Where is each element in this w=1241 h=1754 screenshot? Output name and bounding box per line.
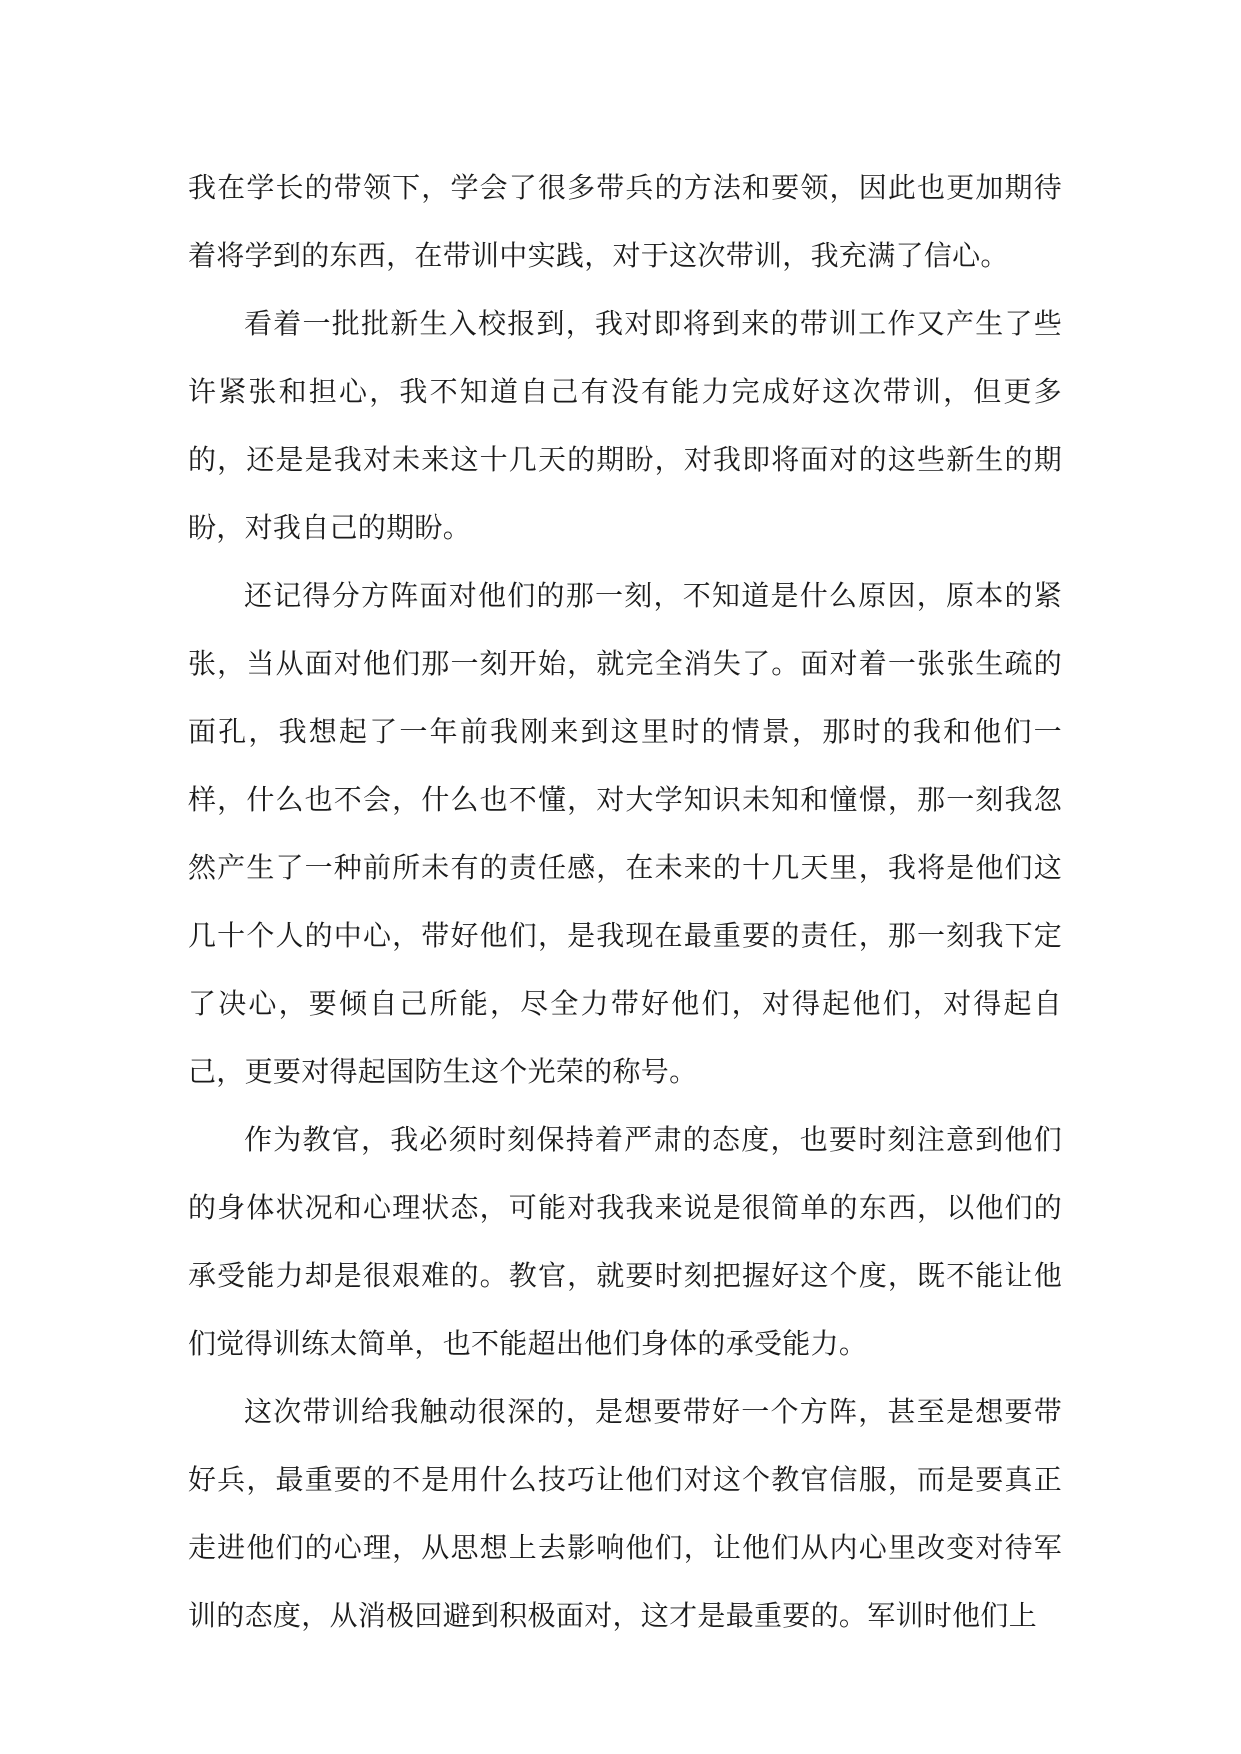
paragraph-1: 我在学长的带领下，学会了很多带兵的方法和要领，因此也更加期待着将学到的东西，在带训中实践，对于这次带训，我充满了信心。	[188, 171, 1062, 272]
paragraph-3: 还记得分方阵面对他们的那一刻，不知道是什么原因，原本的紧张，当从面对他们那一刻开始，就完全消失了。面对着一张张生疏的面孔，我想起了一年前我刚来到这里时的情景，那时的我和他们一样，什么也不会，什么也不懂，对大学知识未知和憧憬，那一刻我忽然产生了一种前所未有的责任感，在未来的十几天里，我将是他们这几十个人的中心，带好他们，是我现在最重要的责任，那一刻我下定了决心，要倾自己所能，尽全力带好他们，对得起他们，对得起自己，更要对得起国防生这个光荣的称号。	[188, 579, 1062, 1088]
document-body	[188, 154, 1062, 1650]
paragraph-5: 这次带训给我触动很深的，是想要带好一个方阵，甚至是想要带好兵，最重要的不是用什么技巧让他们对这个教官信服，而是要真正走进他们的心理，从思想上去影响他们，让他们从内心里改变对待军训的态度，从消极回避到积极面对，这才是最重要的。军训时他们上	[188, 1395, 1062, 1632]
paragraph-4: 作为教官，我必须时刻保持着严肃的态度，也要时刻注意到他们的身体状况和心理状态，可能对我我来说是很简单的东西，以他们的承受能力却是很艰难的。教官，就要时刻把握好这个度，既不能让他们觉得训练太简单，也不能超出他们身体的承受能力。	[188, 1123, 1062, 1360]
paragraph-2: 看着一批批新生入校报到，我对即将到来的带训工作又产生了些许紧张和担心，我不知道自己有没有能力完成好这次带训，但更多的，还是是我对未来这十几天的期盼，对我即将面对的这些新生的期盼，对我自己的期盼。	[188, 307, 1062, 544]
